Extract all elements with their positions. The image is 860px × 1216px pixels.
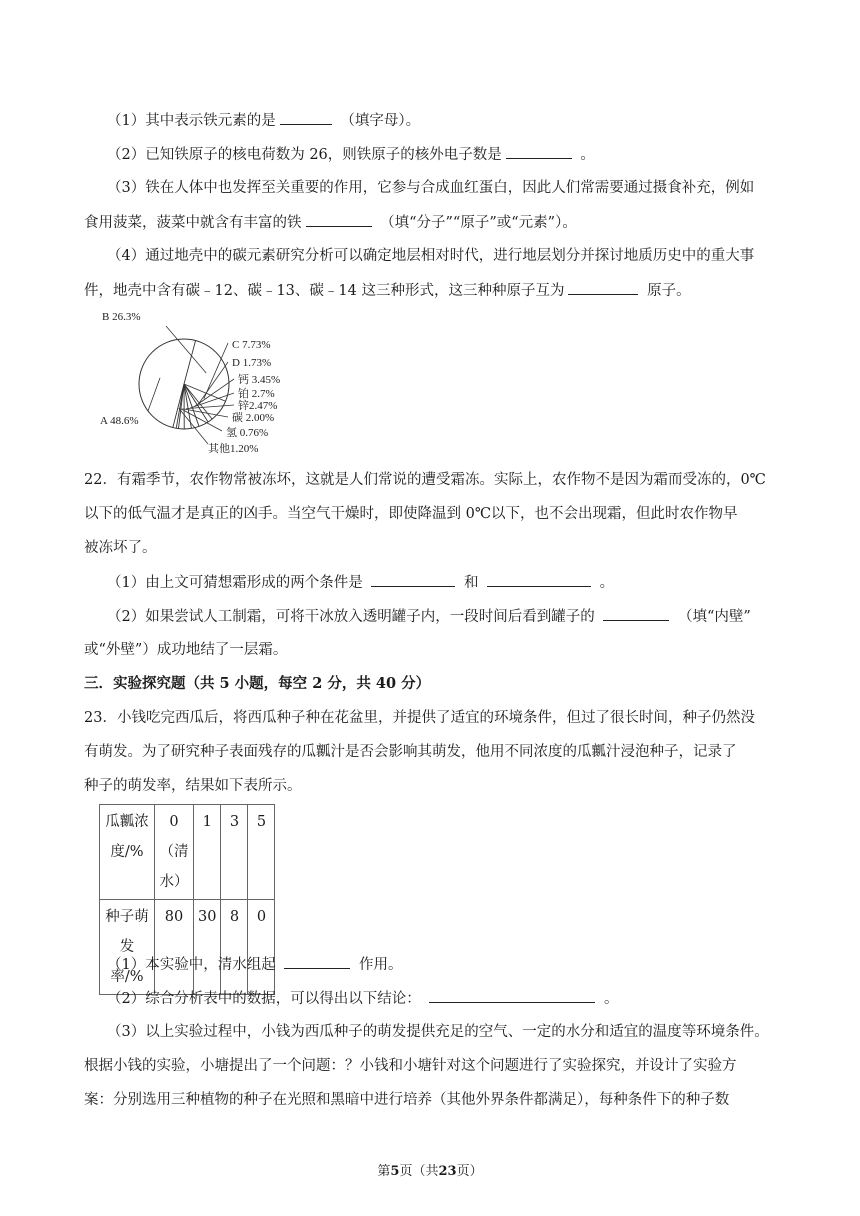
answer-blank[interactable] xyxy=(306,212,372,227)
q22-sub2-line2: 或“外壁”）成功地结了一层霜。 xyxy=(84,642,288,658)
table-row xyxy=(100,805,275,900)
q21-sub3-line2: 食用菠菜，菠菜中就含有丰富的铁 （填“分子”“原子”或“元素”）。 xyxy=(84,212,577,233)
pie-slice-boundary xyxy=(184,384,226,401)
q23-sub1: （1）本实验中，清水组起 作用。 xyxy=(107,954,402,975)
q23-line2: 有萌发。为了研究种子表面残存的瓜瓤汁是否会影响其萌发，他用不同浓度的瓜瓤汁浸泡种子，记录了 xyxy=(84,744,737,760)
table-cell: 瓜瓤浓度/% xyxy=(100,805,155,900)
pie-slice-boundary xyxy=(184,341,196,384)
q22-sub2-line1: （2）如果尝试人工制霜，可将干冰放入透明罐子内，一段时间后看到罐子的 （填“内壁” xyxy=(107,606,751,627)
answer-blank[interactable] xyxy=(280,110,332,125)
table-cell: 1 xyxy=(194,805,221,900)
pie-leader-line xyxy=(198,362,228,404)
q21-sub4-line1: （4）通过地壳中的碳元素研究分析可以确定地层相对时代，进行地层划分并探讨地质历史中的重大事 xyxy=(107,248,755,264)
pie-slice-label: C 7.73% xyxy=(232,339,271,351)
q23-sub3-line3: 案：分别选用三种植物的种子在光照和黑暗中进行培养（其他外界条件都满足），每种条件下的种子数 xyxy=(84,1092,730,1108)
answer-blank[interactable] xyxy=(371,572,455,587)
pie-slice-boundary xyxy=(176,384,184,428)
pie-leader-line xyxy=(179,408,208,444)
pie-slice-boundary xyxy=(173,384,184,428)
pie-slice-label: 碳 2.00% xyxy=(232,412,275,424)
q22-line3: 被冻坏了。 xyxy=(84,540,157,556)
q22-line2: 以下的低气温才是真正的凶手。当空气干燥时，即使降温到 0℃以下，也不会出现霜，但此时农作物早 xyxy=(84,506,738,522)
q23-line1: 23．小钱吃完西瓜后，将西瓜种子种在花盆里，并提供了适宜的环境条件，但过了很长时间，种子仍然没 xyxy=(84,710,755,726)
table-cell: 80 xyxy=(155,900,194,995)
section-heading: 三．实验探究题（共 5 小题，每空 2 分，共 40 分） xyxy=(84,675,431,692)
pie-slice-label: A 48.6% xyxy=(100,415,139,427)
table-cell: 0 xyxy=(248,900,275,995)
pie-slice-label: 氢 0.76% xyxy=(226,427,269,439)
answer-blank[interactable] xyxy=(487,572,591,587)
table-cell: 种子萌发率/% xyxy=(100,900,155,995)
q23-sub3-line1: （3）以上实验过程中，小钱为西瓜种子的萌发提供充足的空气、一定的水分和适宜的温度等环境条件。 xyxy=(107,1024,769,1040)
page-footer: 第5页（共23页） xyxy=(377,1164,483,1179)
q23-sub3-line2: 根据小钱的实验，小塘提出了一个问题：？小钱和小塘针对这个问题进行了实验探究，并设计了实验方 xyxy=(84,1058,737,1074)
answer-blank[interactable] xyxy=(284,954,350,969)
pie-slice-label: B 26.3% xyxy=(102,311,141,323)
pie-leader-line xyxy=(204,343,228,399)
q22-sub1: （1）由上文可猜想霜形成的两个条件是 和 。 xyxy=(107,572,614,593)
q22-line1: 22．有霜季节，农作物常被冻坏，这就是人们常说的遭受霜冻。实际上，农作物不是因为霜而受冻的，0℃ xyxy=(84,472,766,488)
table-cell: 5 xyxy=(248,805,275,900)
q21-sub1: （1）其中表示铁元素的是 （填字母）。 xyxy=(107,110,420,131)
pie-slice-label: 其他1.20% xyxy=(208,443,259,455)
table-cell: 0（清水） xyxy=(155,805,194,900)
element-abundance-pie-chart xyxy=(96,306,316,456)
q21-sub2: （2）已知铁原子的核电荷数为 26，则铁原子的核外电子数是 。 xyxy=(107,144,595,165)
answer-blank[interactable] xyxy=(506,144,572,159)
q23-line3: 种子的萌发率，结果如下表所示。 xyxy=(84,778,302,794)
q21-sub3-line1: （3）铁在人体中也发挥至关重要的作用，它参与合成血红蛋白，因此人们常需要通过摄食补充，例如 xyxy=(107,180,755,196)
pie-leader-line xyxy=(148,378,160,411)
q23-sub2: （2）综合分析表中的数据，可以得出以下结论： 。 xyxy=(107,988,618,1009)
answer-blank[interactable] xyxy=(603,606,669,621)
table-row xyxy=(100,900,275,995)
q21-sub4-line2: 件，地壳中含有碳﹣12、碳﹣13、碳﹣14 这三种形式，这三种种原子互为 原子。 xyxy=(84,280,691,301)
pie-labels xyxy=(100,311,280,455)
table-cell: 30 xyxy=(194,900,221,995)
answer-blank[interactable] xyxy=(568,280,638,295)
table-cell: 3 xyxy=(221,805,248,900)
pie-leader-line xyxy=(166,326,206,373)
pie-slice-label: 铂 2.7% xyxy=(238,388,275,400)
answer-blank[interactable] xyxy=(429,988,595,1003)
table-cell: 8 xyxy=(221,900,248,995)
pie-slice-label: D 1.73% xyxy=(232,357,272,369)
pie-slice-label: 钙 3.45% xyxy=(238,374,281,386)
pie-slice-label: 锌2.47% xyxy=(238,400,278,412)
